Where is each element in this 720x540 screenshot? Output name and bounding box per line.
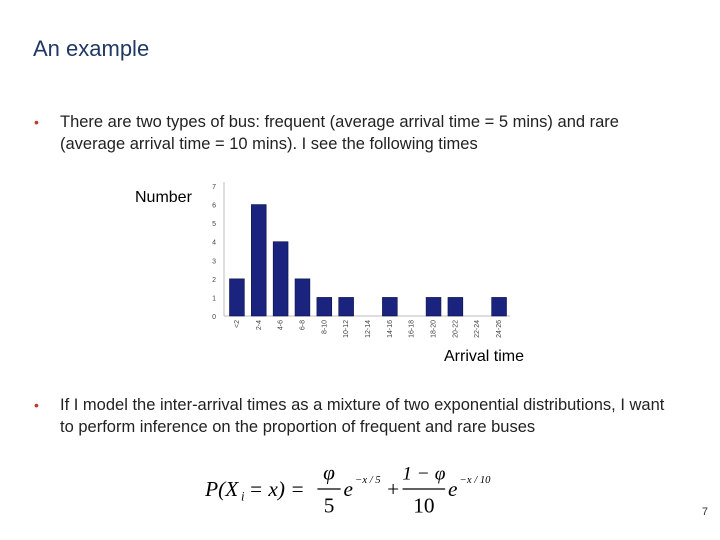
x-tick-label: 14-16 bbox=[386, 320, 394, 338]
formula-plus: + bbox=[387, 476, 400, 501]
bullet-text: There are two types of bus: frequent (average arrival time = 5 mins) and rare (average arrival time = 10 mins). I see the following times bbox=[60, 113, 619, 153]
x-tick-label: 4-6 bbox=[277, 320, 285, 331]
x-tick-label: 12-14 bbox=[365, 320, 372, 338]
formula-e2: e bbox=[448, 476, 458, 501]
y-tick-label: 7 bbox=[212, 184, 216, 191]
bullet-item-bus-types bbox=[34, 111, 674, 155]
y-tick-label: 0 bbox=[212, 314, 216, 321]
formula-num1: φ bbox=[323, 460, 335, 485]
mixture-formula bbox=[200, 460, 520, 520]
y-tick-label: 5 bbox=[212, 221, 216, 229]
x-tick-label: 20-22 bbox=[452, 320, 460, 338]
histogram-bar bbox=[382, 297, 397, 316]
x-tick-label: 6-8 bbox=[299, 320, 307, 331]
formula-exp2: −x / 10 bbox=[459, 475, 491, 487]
histogram-bar bbox=[492, 297, 507, 316]
x-tick-label: 22-24 bbox=[474, 320, 482, 338]
histogram-bar bbox=[339, 297, 354, 316]
x-tick-label: 2-4 bbox=[255, 320, 263, 331]
histogram-bar bbox=[295, 279, 310, 316]
x-tick-label: 18-20 bbox=[430, 320, 438, 338]
y-tick-label: 2 bbox=[212, 276, 216, 284]
histogram-bar bbox=[273, 242, 288, 316]
slide-title: An example bbox=[33, 36, 150, 61]
y-tick-label: 1 bbox=[212, 295, 216, 303]
x-tick-label: 24-26 bbox=[496, 319, 504, 338]
formula-exp1: −x / 5 bbox=[355, 475, 381, 487]
formula-lhs: P(X bbox=[205, 476, 239, 501]
y-tick-label: 6 bbox=[212, 202, 216, 210]
histogram-bar bbox=[251, 205, 266, 316]
formula-num2: 1 − φ bbox=[402, 463, 446, 485]
x-tick-label: 8-10 bbox=[321, 320, 329, 335]
bullet-icon: • bbox=[34, 114, 39, 130]
histogram-bar bbox=[229, 279, 244, 316]
bullet-icon: • bbox=[34, 397, 39, 413]
histogram-bar bbox=[426, 297, 441, 316]
x-tick-label: <2 bbox=[233, 320, 241, 328]
x-tick-label: 10-12 bbox=[343, 320, 351, 338]
formula-lhs-rest: = x) = bbox=[248, 476, 305, 501]
y-axis-label: Number bbox=[135, 189, 192, 206]
y-tick-label: 4 bbox=[212, 239, 216, 247]
formula-e1: e bbox=[343, 476, 354, 501]
x-tick-label: 16-18 bbox=[408, 320, 416, 338]
bullet-item-mixture-model bbox=[34, 394, 674, 438]
page-number: 7 bbox=[701, 506, 708, 518]
histogram-bar bbox=[448, 297, 463, 316]
formula-subscript: i bbox=[240, 489, 245, 504]
x-axis-label: Arrival time bbox=[444, 348, 525, 365]
formula-den1: 5 bbox=[323, 493, 335, 518]
y-tick-label: 3 bbox=[212, 258, 216, 266]
formula-den2: 10 bbox=[413, 493, 435, 518]
histogram-bar bbox=[317, 297, 332, 316]
bullet-text: If I model the inter-arrival times as a mixture of two exponential distributions, I want to perform inference on the proportion of frequent and rare buses bbox=[60, 396, 665, 436]
